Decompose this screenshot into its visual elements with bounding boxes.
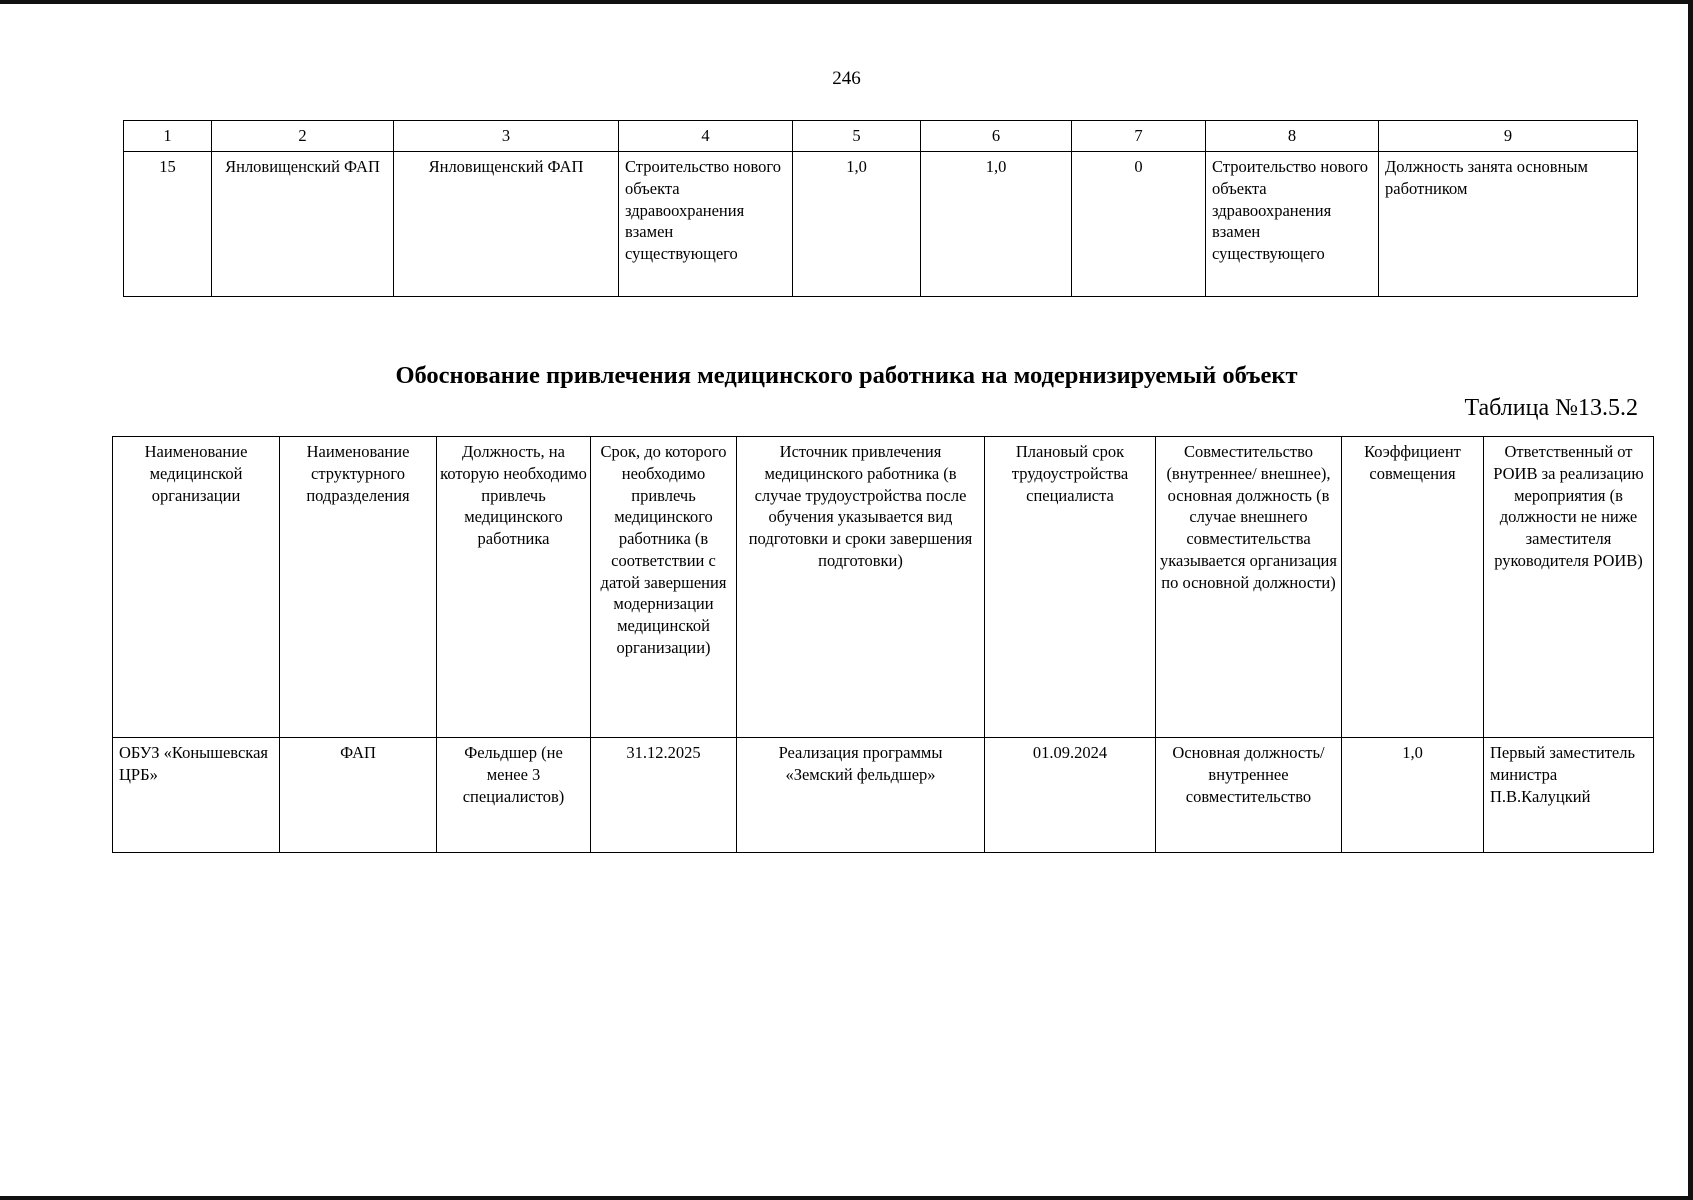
column-number: 2 xyxy=(212,121,394,152)
cell-facility: Янловищенский ФАП xyxy=(212,152,394,297)
column-number: 5 xyxy=(793,121,921,152)
column-number: 9 xyxy=(1379,121,1638,152)
column-header: Срок, до которого необходимо привлечь медицинского работника (в соответствии с датой завершения модернизации медицинской организации) xyxy=(591,437,737,738)
cell-department: ФАП xyxy=(280,738,437,853)
cell-value: 1,0 xyxy=(793,152,921,297)
column-number: 3 xyxy=(394,121,619,152)
table-row xyxy=(113,738,1654,853)
column-header: Ответственный от РОИВ за реализацию мероприятия (в должности не ниже заместителя руководителя РОИВ) xyxy=(1484,437,1654,738)
table-header-row xyxy=(113,437,1654,738)
cell-facility-name: Янловищенский ФАП xyxy=(394,152,619,297)
column-number: 4 xyxy=(619,121,793,152)
cell-activity: Строительство нового объекта здравоохранения взамен существующего xyxy=(619,152,793,297)
cell-planned-date: 01.09.2024 xyxy=(985,738,1156,853)
table-header-row xyxy=(124,121,1638,152)
cell-activity: Строительство нового объекта здравоохранения взамен существующего xyxy=(1206,152,1379,297)
cell-employment-type: Основная должность/ внутреннее совместительство xyxy=(1156,738,1342,853)
table-staffing xyxy=(112,436,1654,853)
column-header: Плановый срок трудоустройства специалиста xyxy=(985,437,1156,738)
section-title: Обоснование привлечения медицинского работника на модернизируемый объект xyxy=(395,362,1298,389)
page-number: 246 xyxy=(832,68,861,89)
scan-edge-right xyxy=(1688,0,1693,1200)
cell-value: 1,0 xyxy=(921,152,1072,297)
column-number: 1 xyxy=(124,121,212,152)
table-row xyxy=(124,152,1638,297)
column-number: 7 xyxy=(1072,121,1206,152)
table-continuation xyxy=(123,120,1638,297)
cell-value: 0 xyxy=(1072,152,1206,297)
cell-organization: ОБУЗ «Конышевская ЦРБ» xyxy=(113,738,280,853)
table-label: Таблица №13.5.2 xyxy=(1464,395,1638,421)
scan-edge-bottom xyxy=(0,1196,1693,1200)
scan-edge-top xyxy=(0,0,1693,4)
column-header: Совместительство (внутреннее/ внешнее), основная должность (в случае внешнего совместительства указывается организация по основной должности) xyxy=(1156,437,1342,738)
cell-deadline: 31.12.2025 xyxy=(591,738,737,853)
column-header: Наименование структурного подразделения xyxy=(280,437,437,738)
cell-source: Реализация программы «Земский фельдшер» xyxy=(737,738,985,853)
column-header: Коэффициент совмещения xyxy=(1342,437,1484,738)
column-header: Должность, на которую необходимо привлечь медицинского работника xyxy=(437,437,591,738)
cell-coefficient: 1,0 xyxy=(1342,738,1484,853)
column-header: Наименование медицинской организации xyxy=(113,437,280,738)
cell-row-number: 15 xyxy=(124,152,212,297)
column-header: Источник привлечения медицинского работника (в случае трудоустройства после обучения указывается вид подготовки и сроки завершения подготовки) xyxy=(737,437,985,738)
cell-note: Должность занята основным работником xyxy=(1379,152,1638,297)
column-number: 8 xyxy=(1206,121,1379,152)
cell-responsible: Первый заместитель министра П.В.Калуцкий xyxy=(1484,738,1654,853)
column-number: 6 xyxy=(921,121,1072,152)
cell-position: Фельдшер (не менее 3 специалистов) xyxy=(437,738,591,853)
